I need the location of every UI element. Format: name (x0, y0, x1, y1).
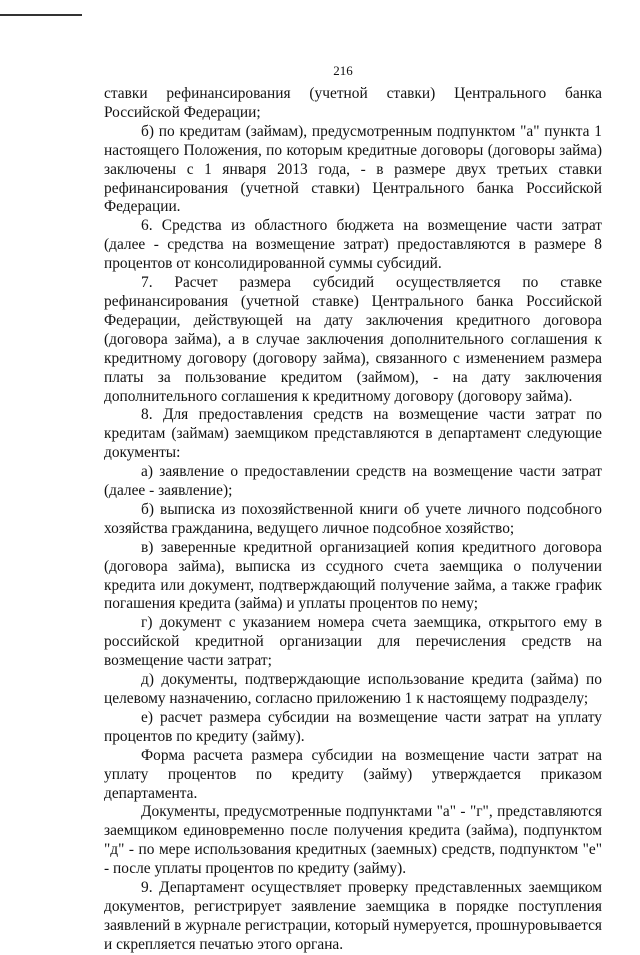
paragraph-item-6: 6. Средства из областного бюджета на возмещение части затрат (далее - средства на возмещение затрат) предоставляются в размере 8 процентов от консолидированной суммы субсидий. (104, 217, 602, 273)
paragraph-subitem-b-rate: б) по кредитам (займам), предусмотренным подпунктом "а" пункта 1 настоящего Положения, по которым кредитные договоры (договоры займа) заключены с 1 января 2013 года, - в размере двух третьих ставки рефинансирования (учетной ставки) Центрального банка Российской Федерации. (104, 122, 602, 216)
paragraph-calculation-form: Форма расчета размера субсидии на возмещение части затрат на уплату процентов по кредиту (займу) утверждается приказом департамента. (104, 746, 602, 802)
paragraph-item-9: 9. Департамент осуществляет проверку представленных заемщиком документов, регистрирует заявление заемщика в порядке поступления заявлений в журнале регистрации, который нумеруется, прошнуровывается и скрепляется печатью этого органа. (104, 879, 602, 953)
paragraph-subitem-v: в) заверенные кредитной организацией копия кредитного договора (договора займа), выписка из ссудного счета заемщика о получении кредита или документ, подтверждающий получение займа, а также график погашения кредита (займа) и уплаты процентов по нему; (104, 538, 602, 613)
paragraph-submission-order: Документы, предусмотренные подпунктами "а" - "г", представляются заемщиком единовременно после получения кредита (займа), подпунктом "д" - по мере использования кредитных (заемных) средств, подпунктом "е" - после уплаты процентов по кредиту (займу). (104, 803, 602, 878)
top-edge-rule (0, 14, 82, 16)
paragraph-item-8: 8. Для предоставления средств на возмещение части затрат по кредитам (займам) заемщиком представляются в департамент следующие документы: (104, 406, 602, 462)
page-number: 216 (333, 63, 353, 78)
paragraph-subitem-e: е) расчет размера субсидии на возмещение части затрат на уплату процентов по кредиту (займу). (104, 708, 602, 745)
paragraph-subitem-g: г) документ с указанием номера счета заемщика, открытого ему в российской кредитной организации для перечисления средств на возмещение части затрат; (104, 614, 602, 670)
paragraph-subitem-d: д) документы, подтверждающие использование кредита (займа) по целевому назначению, согласно приложению 1 к настоящему подразделу; (104, 671, 602, 707)
paragraph-item-7: 7. Расчет размера субсидий осуществляется по ставке рефинансирования (учетной ставке) Центрального банка Российской Федерации, действующей на дату заключения кредитного договора (договора займа), а в случае заключения дополнительного соглашения к кредитному договору (договору займа), связанного с изменением размера платы за пользование кредитом (займом), - на дату заключения дополнительного соглашения к кредитному договору (договору займа). (104, 274, 602, 405)
paragraph-continuation: ставки рефинансирования (учетной ставки) Центрального банка Российской Федерации; (104, 85, 602, 121)
document-body (104, 85, 602, 955)
paragraph-subitem-b: б) выписка из похозяйственной книги об учете личного подсобного хозяйства гражданина, ведущего личное подсобное хозяйство; (104, 500, 602, 537)
paragraph-subitem-a: а) заявление о предоставлении средств на возмещение части затрат (далее - заявление); (104, 463, 602, 500)
